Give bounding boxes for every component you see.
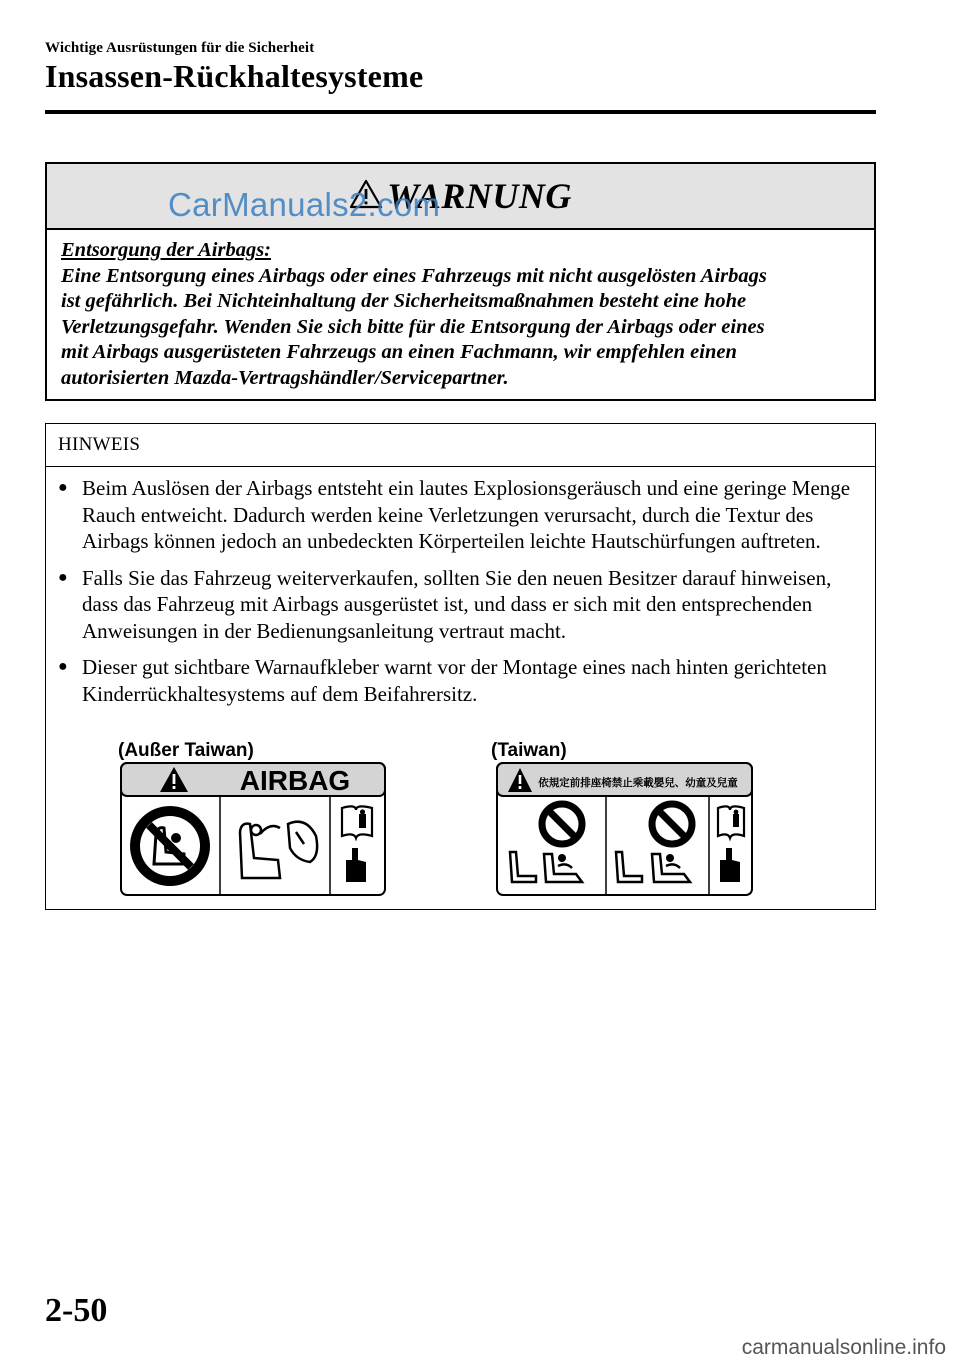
warning-line: Eine Entsorgung eines Airbags oder eines Fahrzeugs mit nicht ausgelösten Airbags [61,264,767,287]
label-caption-non-taiwan: (Außer Taiwan) [118,740,254,761]
note-item-text: Beim Auslösen der Airbags entsteht ein lautes Explosionsgeräusch und eine geringe Menge Rauch entweicht. Dadurch werden keine Verletzungen verursacht, durch die Textur des Airbags können jedoch an unbedeckten Körperteilen leichte Hautschürfungen auftreten. [82,476,851,553]
page-number: 2-50 [45,1292,108,1329]
note-item-text: Dieser gut sichtbare Warnaufkleber warnt vor der Montage eines nach hinten gerichteten Kinderrückhaltesystems auf dem Beifahrersitz. [82,655,827,706]
section-label: Wichtige Ausrüstungen für die Sicherheit [45,40,315,56]
airbag-banner-text: AIRBAG [239,765,351,796]
no-rear-facing-child-seat-icon [130,806,210,886]
warning-title: WARNUNG [387,176,572,216]
bullet-icon: ● [58,658,68,675]
note-item [58,475,865,555]
warning-text [47,230,874,392]
warning-line: mit Airbags ausgerüsteten Fahrzeugs an einen Fachmann, wir empfehlen einen [61,341,737,364]
title-divider [45,110,876,114]
footer-site-link[interactable]: carmanualsonline.info [741,1336,946,1359]
note-item-text: Falls Sie das Fahrzeug weiterverkaufen, sollten Sie den neuen Besitzer darauf hinweisen, dass das Fahrzeug mit Airbags ausgerüstet ist, und dass er sich mit den entsprechenden Anweisungen in der Bedienungsanleitung vertraut macht. [82,565,832,643]
note-list [46,467,875,707]
warning-line: Verletzungsgefahr. Wenden Sie sich bitte für die Entsorgung der Airbags oder eines [61,315,765,338]
bullet-icon: ● [58,479,68,496]
watermark: CarManuals2.com [168,186,441,223]
page-title: Insassen-Rückhaltesysteme [45,58,424,94]
label-caption-taiwan: (Taiwan) [491,740,567,761]
note-item [58,565,865,645]
note-title: HINWEIS [46,424,875,467]
warning-line: ist gefährlich. Bei Nichteinhaltung der Sicherheitsmaßnahmen besteht eine hohe [61,290,747,313]
bullet-icon: ● [58,568,68,586]
airbag-warning-label [120,762,386,896]
note-item [58,654,865,707]
warning-line: autorisierten Mazda-Vertragshändler/Servicepartner. [61,366,509,389]
taiwan-banner-text: 依規定前排座椅禁止乘載嬰兒、幼童及兒童 [538,777,738,789]
taiwan-airbag-warning-label [496,762,753,896]
warning-subheading: Entsorgung der Airbags: [61,239,271,261]
